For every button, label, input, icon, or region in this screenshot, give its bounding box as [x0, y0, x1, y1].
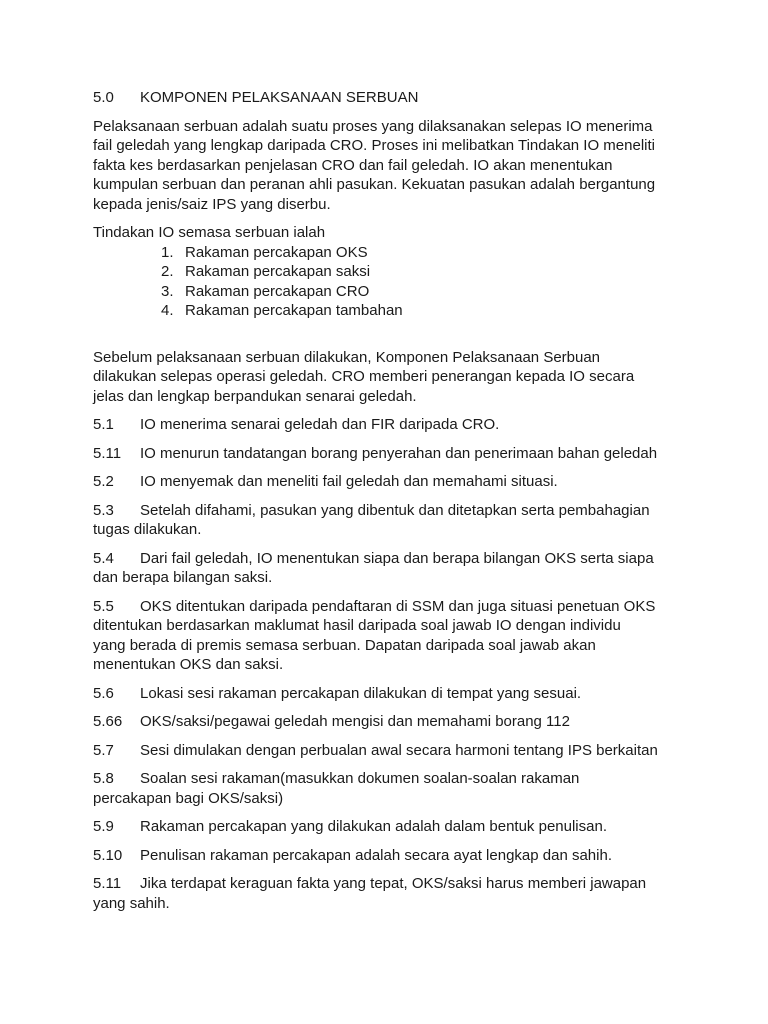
paragraph-line: kumpulan serbuan dan peranan ahli pasukan. Kekuatan pasukan adalah bergantung	[93, 176, 656, 193]
intro-paragraph	[93, 117, 693, 215]
list-item	[161, 243, 693, 263]
list-item	[161, 301, 693, 321]
item-first-line	[93, 597, 693, 617]
item-continuation-line: menentukan OKS dan saksi.	[93, 656, 284, 673]
numbered-item	[93, 846, 693, 866]
numbered-item	[93, 549, 693, 588]
item-text: Lokasi sesi rakaman percakapan dilakukan di tempat yang sesuai.	[140, 684, 582, 702]
section-title: KOMPONEN PELAKSANAAN SERBUAN	[140, 89, 419, 106]
list-text: Rakaman percakapan CRO	[185, 282, 370, 300]
item-number: 5.11	[93, 875, 122, 892]
item-text: Penulisan rakaman percakapan adalah secara ayat lengkap dan sahih.	[140, 846, 612, 864]
numbered-item	[93, 597, 693, 675]
item-first-line	[93, 817, 693, 837]
actions-intro: Tindakan IO semasa serbuan ialah	[93, 224, 326, 241]
item-continuation-line: dan berapa bilangan saksi.	[93, 569, 273, 586]
paragraph-line: fakta kes berdasarkan penjelasan CRO dan fail geledah. IO akan menentukan	[93, 156, 613, 174]
item-text: Sesi dimulakan dengan perbualan awal secara harmoni tentang IPS berkaitan	[140, 741, 658, 759]
paragraph-line: kepada jenis/saiz IPS yang diserbu.	[93, 195, 331, 213]
item-number: 5.7	[93, 741, 114, 759]
item-first-line	[93, 501, 693, 521]
item-continuation-line: tugas dilakukan.	[93, 521, 202, 538]
before-paragraph	[93, 348, 693, 407]
item-first-line	[93, 741, 693, 761]
list-item	[161, 282, 693, 302]
list-item	[161, 262, 693, 282]
item-number: 5.6	[93, 684, 114, 702]
item-continuation-line: ditentukan berdasarkan maklumat hasil daripada soal jawab IO dengan individu	[93, 617, 621, 634]
item-text: OKS ditentukan daripada pendaftaran di SSM dan juga situasi penetuan OKS	[140, 597, 656, 615]
item-number: 5.66	[93, 713, 123, 730]
list-number: 3.	[161, 282, 174, 300]
list-text: Rakaman percakapan tambahan	[185, 302, 403, 319]
numbered-item	[93, 712, 693, 732]
item-first-line	[93, 444, 693, 464]
actions-list	[161, 243, 693, 321]
section-number: 5.0	[93, 89, 114, 106]
item-number: 5.8	[93, 770, 114, 787]
item-number: 5.4	[93, 549, 114, 567]
numbered-item	[93, 741, 693, 761]
item-text: Rakaman percakapan yang dilakukan adalah dalam bentuk penulisan.	[140, 818, 607, 835]
paragraph-line: fail geledah yang lengkap daripada CRO. Proses ini melibatkan Tindakan IO meneliti	[93, 137, 655, 154]
numbered-item	[93, 874, 693, 913]
numbered-item	[93, 817, 693, 837]
item-first-line	[93, 712, 693, 732]
list-text: Rakaman percakapan OKS	[185, 243, 368, 261]
numbered-item	[93, 472, 693, 492]
numbered-item	[93, 769, 693, 808]
item-text: IO menurun tandatangan borang penyerahan dan penerimaan bahan geledah	[140, 444, 658, 462]
item-number: 5.10	[93, 846, 123, 864]
item-first-line	[93, 415, 693, 435]
item-first-line	[93, 549, 693, 569]
item-first-line	[93, 846, 693, 866]
item-first-line	[93, 769, 693, 789]
item-continuation-line: yang sahih.	[93, 894, 170, 912]
item-first-line	[93, 472, 693, 492]
item-text: Dari fail geledah, IO menentukan siapa dan berapa bilangan OKS serta siapa	[140, 549, 654, 567]
paragraph-line: dilakukan selepas operasi geledah. CRO memberi penerangan kepada IO secara	[93, 368, 635, 385]
item-number: 5.11	[93, 444, 122, 462]
item-number: 5.3	[93, 501, 114, 519]
numbered-item	[93, 501, 693, 540]
list-number: 1.	[161, 243, 174, 261]
item-number: 5.1	[93, 416, 114, 433]
numbered-items	[93, 415, 693, 913]
list-number: 4.	[161, 302, 174, 319]
paragraph-line: Pelaksanaan serbuan adalah suatu proses yang dilaksanakan selepas IO menerima	[93, 117, 653, 135]
item-text: IO menerima senarai geledah dan FIR daripada CRO.	[140, 416, 500, 433]
item-number: 5.2	[93, 473, 114, 490]
item-first-line	[93, 874, 693, 894]
list-text: Rakaman percakapan saksi	[185, 263, 371, 280]
item-text: OKS/saksi/pegawai geledah mengisi dan memahami borang 112	[140, 713, 570, 730]
item-number: 5.5	[93, 597, 114, 615]
list-number: 2.	[161, 263, 174, 280]
item-text: IO menyemak dan meneliti fail geledah dan memahami situasi.	[140, 473, 558, 490]
document-page	[93, 88, 693, 922]
numbered-item	[93, 415, 693, 435]
section-heading	[93, 88, 693, 108]
paragraph-line: Sebelum pelaksanaan serbuan dilakukan, Komponen Pelaksanaan Serbuan	[93, 348, 601, 366]
numbered-item	[93, 684, 693, 704]
item-text: Setelah difahami, pasukan yang dibentuk dan ditetapkan serta pembahagian	[140, 501, 650, 519]
item-continuation-line: yang berada di premis semasa serbuan. Dapatan daripada soal jawab akan	[93, 636, 596, 654]
paragraph-line: jelas dan lengkap berpandukan senarai geledah.	[93, 387, 417, 405]
item-text: Soalan sesi rakaman(masukkan dokumen soalan-soalan rakaman	[140, 770, 580, 787]
numbered-item	[93, 444, 693, 464]
item-continuation-line: percakapan bagi OKS/saksi)	[93, 789, 284, 807]
item-text: Jika terdapat keraguan fakta yang tepat, OKS/saksi harus memberi jawapan	[140, 875, 647, 892]
item-first-line	[93, 684, 693, 704]
item-number: 5.9	[93, 818, 114, 835]
spacer	[93, 321, 693, 348]
